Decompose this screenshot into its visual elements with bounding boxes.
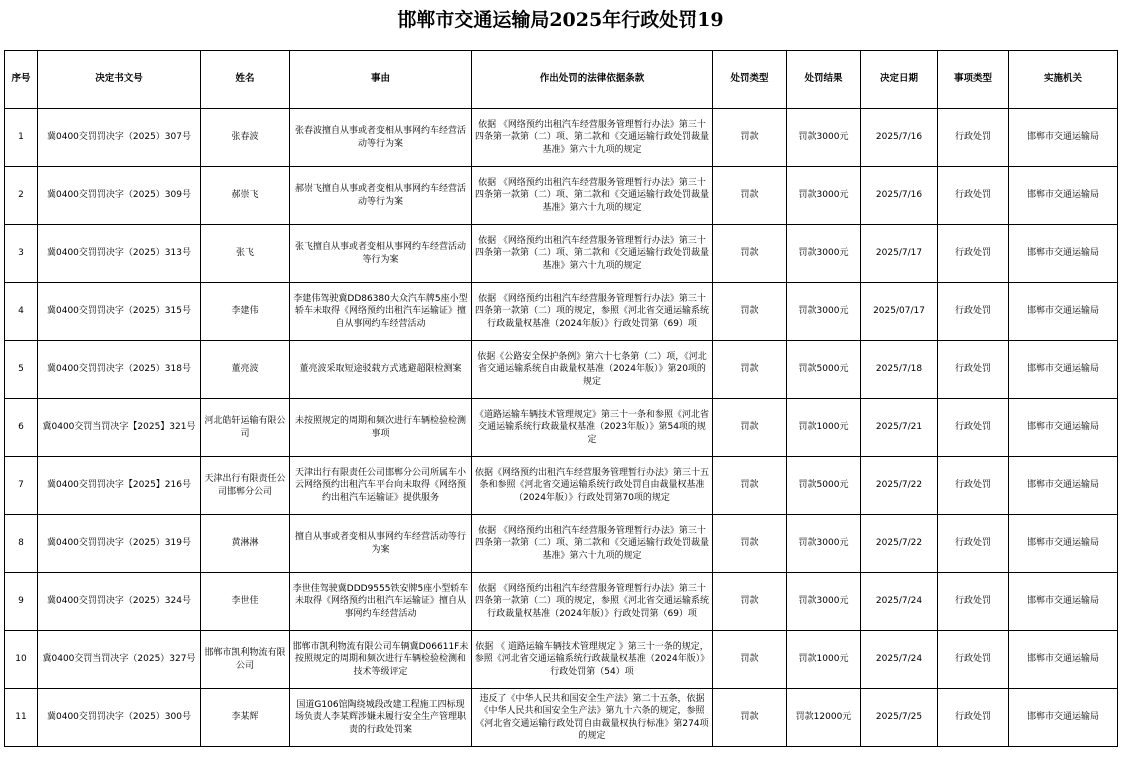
cell-col-doc-number: 冀0400交罚当罚决字（2025）327号 [38, 631, 201, 689]
cell-col-legal-basis: 《道路运输车辆技术管理规定》第三十一条和参照《河北省交通运输系统行政裁量权基准（2023年版）》第54项的规定 [472, 399, 713, 457]
table-row [5, 689, 1118, 747]
cell-col-index: 11 [5, 689, 38, 747]
cell-col-decision-date: 2025/07/17 [861, 283, 938, 341]
cell-col-reason: 邯郸市凯利物流有限公司车辆冀D06611F未按照规定的周期和频次进行车辆检验检测和技术等级评定 [290, 631, 472, 689]
table-row [5, 573, 1118, 631]
cell-col-index: 8 [5, 515, 38, 573]
table-row [5, 283, 1118, 341]
cell-col-name: 张春波 [201, 109, 290, 167]
cell-col-reason: 李建伟驾驶冀DD86380大众汽车牌5座小型轿车未取得《网络预约出租汽车运输证》擅自从事网约车经营活动 [290, 283, 472, 341]
cell-col-reason: 擅自从事或者变相从事网约车经营活动等行为案 [290, 515, 472, 573]
cell-col-reason: 李世佳驾驶冀DDD9555铁安牌5座小型轿车未取得《网络预约出租汽车运输证》擅自从事网约车经营活动 [290, 573, 472, 631]
cell-col-doc-number: 冀0400交罚罚决字（2025）318号 [38, 341, 201, 399]
cell-col-doc-number: 冀0400交罚罚决字（2025）324号 [38, 573, 201, 631]
table-row [5, 225, 1118, 283]
header-col-legal-basis: 作出处罚的法律依据条款 [472, 51, 713, 109]
cell-col-decision-date: 2025/7/22 [861, 457, 938, 515]
header-col-authority: 实施机关 [1009, 51, 1118, 109]
cell-col-decision-date: 2025/7/16 [861, 109, 938, 167]
cell-col-legal-basis: 依据 《网络预约出租汽车经营服务管理暂行办法》第三十四条第一款第（二）项的规定，参照《河北省交通运输系统行政裁量权基准（2024年版）》行政处罚第（69）项 [472, 573, 713, 631]
cell-col-doc-number: 冀0400交罚罚决字（2025）315号 [38, 283, 201, 341]
cell-col-penalty-type: 罚款 [713, 109, 787, 167]
cell-col-legal-basis: 依据 《网络预约出租汽车经营服务管理暂行办法》第三十四条第一款第（二）项、第二款和《交通运输行政处罚裁量基准》第六十九项的规定 [472, 167, 713, 225]
cell-col-penalty-result: 罚款12000元 [787, 689, 861, 747]
table-row [5, 109, 1118, 167]
table-row [5, 167, 1118, 225]
cell-col-reason: 郝崇飞擅自从事或者变相从事网约车经营活动等行为案 [290, 167, 472, 225]
cell-col-name: 董亮波 [201, 341, 290, 399]
cell-col-item-type: 行政处罚 [938, 573, 1009, 631]
cell-col-authority: 邯郸市交通运输局 [1009, 573, 1118, 631]
table-row [5, 457, 1118, 515]
cell-col-decision-date: 2025/7/21 [861, 399, 938, 457]
cell-col-index: 10 [5, 631, 38, 689]
cell-col-item-type: 行政处罚 [938, 109, 1009, 167]
cell-col-authority: 邯郸市交通运输局 [1009, 283, 1118, 341]
cell-col-penalty-result: 罚款3000元 [787, 225, 861, 283]
cell-col-reason: 张飞擅自从事或者变相从事网约车经营活动等行为案 [290, 225, 472, 283]
cell-col-doc-number: 冀0400交罚罚决字（2025）309号 [38, 167, 201, 225]
cell-col-penalty-type: 罚款 [713, 167, 787, 225]
cell-col-doc-number: 冀0400交罚罚决字（2025）313号 [38, 225, 201, 283]
cell-col-penalty-result: 罚款3000元 [787, 283, 861, 341]
header-col-index: 序号 [5, 51, 38, 109]
cell-col-authority: 邯郸市交通运输局 [1009, 341, 1118, 399]
cell-col-legal-basis: 依据 《网络预约出租汽车经营服务管理暂行办法》第三十四条第一款第（二）项、第二款和《交通运输行政处罚裁量基准》第六十九项的规定 [472, 225, 713, 283]
cell-col-item-type: 行政处罚 [938, 225, 1009, 283]
cell-col-doc-number: 冀0400交罚当罚决字【2025】321号 [38, 399, 201, 457]
cell-col-name: 郝崇飞 [201, 167, 290, 225]
cell-col-penalty-result: 罚款5000元 [787, 341, 861, 399]
cell-col-penalty-type: 罚款 [713, 341, 787, 399]
cell-col-index: 7 [5, 457, 38, 515]
cell-col-item-type: 行政处罚 [938, 457, 1009, 515]
cell-col-penalty-result: 罚款3000元 [787, 109, 861, 167]
table-row [5, 399, 1118, 457]
page-title: 邯郸市交通运输局2025年行政处罚19 [397, 9, 724, 31]
cell-col-penalty-result: 罚款1000元 [787, 631, 861, 689]
cell-col-item-type: 行政处罚 [938, 341, 1009, 399]
cell-col-index: 5 [5, 341, 38, 399]
cell-col-doc-number: 冀0400交罚罚决字（2025）307号 [38, 109, 201, 167]
cell-col-decision-date: 2025/7/22 [861, 515, 938, 573]
cell-col-legal-basis: 依据 《 道路运输车辆技术管理规定 》第三十一条的规定，参照《河北省交通运输系统行政裁量权基准（2024年版）》行政处罚第（54）项 [472, 631, 713, 689]
cell-col-legal-basis: 依据《网络预约出租汽车经营服务管理暂行办法》第三十五条和参照《河北省交通运输系统行政处罚自由裁量权基准（2024年版）》行政处罚第70项的规定 [472, 457, 713, 515]
cell-col-name: 张飞 [201, 225, 290, 283]
cell-col-penalty-result: 罚款5000元 [787, 457, 861, 515]
cell-col-item-type: 行政处罚 [938, 689, 1009, 747]
cell-col-legal-basis: 依据 《网络预约出租汽车经营服务管理暂行办法》第三十四条第一款第（二）项、第二款和《交通运输行政处罚裁量基准》第六十九项的规定 [472, 515, 713, 573]
header-col-penalty-type: 处罚类型 [713, 51, 787, 109]
cell-col-decision-date: 2025/7/17 [861, 225, 938, 283]
header-col-name: 姓名 [201, 51, 290, 109]
cell-col-index: 9 [5, 573, 38, 631]
cell-col-doc-number: 冀0400交罚罚决字（2025）300号 [38, 689, 201, 747]
cell-col-index: 6 [5, 399, 38, 457]
header-col-item-type: 事项类型 [938, 51, 1009, 109]
cell-col-index: 2 [5, 167, 38, 225]
table-body [5, 109, 1118, 747]
cell-col-reason: 董亮波采取短途驳载方式逃避超限检测案 [290, 341, 472, 399]
cell-col-legal-basis: 依据《公路安全保护条例》第六十七条第（二）项，《河北省交通运输系统自由裁量权基准（2024年版）》第20项的规定 [472, 341, 713, 399]
cell-col-decision-date: 2025/7/25 [861, 689, 938, 747]
cell-col-penalty-type: 罚款 [713, 631, 787, 689]
cell-col-item-type: 行政处罚 [938, 631, 1009, 689]
cell-col-penalty-type: 罚款 [713, 225, 787, 283]
cell-col-decision-date: 2025/7/24 [861, 631, 938, 689]
table-row [5, 631, 1118, 689]
cell-col-name: 河北皓轩运输有限公司 [201, 399, 290, 457]
cell-col-index: 4 [5, 283, 38, 341]
cell-col-item-type: 行政处罚 [938, 167, 1009, 225]
cell-col-reason: 未按照规定的周期和频次进行车辆检验检测事项 [290, 399, 472, 457]
cell-col-decision-date: 2025/7/24 [861, 573, 938, 631]
cell-col-decision-date: 2025/7/18 [861, 341, 938, 399]
cell-col-name: 天津出行有限责任公司邯郸分公司 [201, 457, 290, 515]
cell-col-legal-basis: 违反了《中华人民共和国安全生产法》第二十五条，依据《中华人民共和国安全生产法》第九十六条的规定，参照《河北省交通运输行政处罚自由裁量权执行标准》第274项的规定 [472, 689, 713, 747]
cell-col-item-type: 行政处罚 [938, 515, 1009, 573]
cell-col-name: 李建伟 [201, 283, 290, 341]
cell-col-penalty-type: 罚款 [713, 689, 787, 747]
cell-col-penalty-type: 罚款 [713, 283, 787, 341]
cell-col-doc-number: 冀0400交罚罚决字（2025）319号 [38, 515, 201, 573]
cell-col-penalty-result: 罚款3000元 [787, 167, 861, 225]
penalty-table [4, 50, 1118, 747]
cell-col-penalty-type: 罚款 [713, 573, 787, 631]
cell-col-name: 邯郸市凯利物流有限公司 [201, 631, 290, 689]
header-col-decision-date: 决定日期 [861, 51, 938, 109]
cell-col-authority: 邯郸市交通运输局 [1009, 225, 1118, 283]
cell-col-reason: 天津出行有限责任公司邯郸分公司所属车小云网络预约出租汽车平台向未取得《网络预约出租汽车运输证》提供服务 [290, 457, 472, 515]
table-header-row [5, 51, 1118, 109]
cell-col-penalty-result: 罚款3000元 [787, 573, 861, 631]
cell-col-decision-date: 2025/7/16 [861, 167, 938, 225]
cell-col-index: 1 [5, 109, 38, 167]
table-row [5, 341, 1118, 399]
cell-col-item-type: 行政处罚 [938, 283, 1009, 341]
cell-col-penalty-type: 罚款 [713, 399, 787, 457]
cell-col-penalty-result: 罚款3000元 [787, 515, 861, 573]
cell-col-reason: 张春波擅自从事或者变相从事网约车经营活动等行为案 [290, 109, 472, 167]
cell-col-penalty-type: 罚款 [713, 457, 787, 515]
cell-col-name: 李世佳 [201, 573, 290, 631]
cell-col-reason: 国道G106馆陶绕城段改建工程施工四标现场负责人李某辉涉嫌未履行安全生产管理职责的行政处罚案 [290, 689, 472, 747]
cell-col-item-type: 行政处罚 [938, 399, 1009, 457]
header-col-reason: 事由 [290, 51, 472, 109]
cell-col-authority: 邯郸市交通运输局 [1009, 515, 1118, 573]
cell-col-authority: 邯郸市交通运输局 [1009, 399, 1118, 457]
cell-col-authority: 邯郸市交通运输局 [1009, 457, 1118, 515]
cell-col-authority: 邯郸市交通运输局 [1009, 631, 1118, 689]
cell-col-name: 黄淋淋 [201, 515, 290, 573]
cell-col-legal-basis: 依据 《网络预约出租汽车经营服务管理暂行办法》第三十四条第一款第（二）项、第二款和《交通运输行政处罚裁量基准》第六十九项的规定 [472, 109, 713, 167]
cell-col-penalty-result: 罚款1000元 [787, 399, 861, 457]
cell-col-doc-number: 冀0400交罚罚决字【2025】216号 [38, 457, 201, 515]
cell-col-legal-basis: 依据 《网络预约出租汽车经营服务管理暂行办法》第三十四条第一款第（二）项的规定，参照《河北省交通运输系统行政裁量权基准（2024年版）》行政处罚第（69）项 [472, 283, 713, 341]
cell-col-authority: 邯郸市交通运输局 [1009, 109, 1118, 167]
header-col-doc-number: 决定书文号 [38, 51, 201, 109]
cell-col-authority: 邯郸市交通运输局 [1009, 167, 1118, 225]
cell-col-authority: 邯郸市交通运输局 [1009, 689, 1118, 747]
cell-col-name: 李某辉 [201, 689, 290, 747]
table-row [5, 515, 1118, 573]
header-col-penalty-result: 处罚结果 [787, 51, 861, 109]
cell-col-penalty-type: 罚款 [713, 515, 787, 573]
cell-col-index: 3 [5, 225, 38, 283]
